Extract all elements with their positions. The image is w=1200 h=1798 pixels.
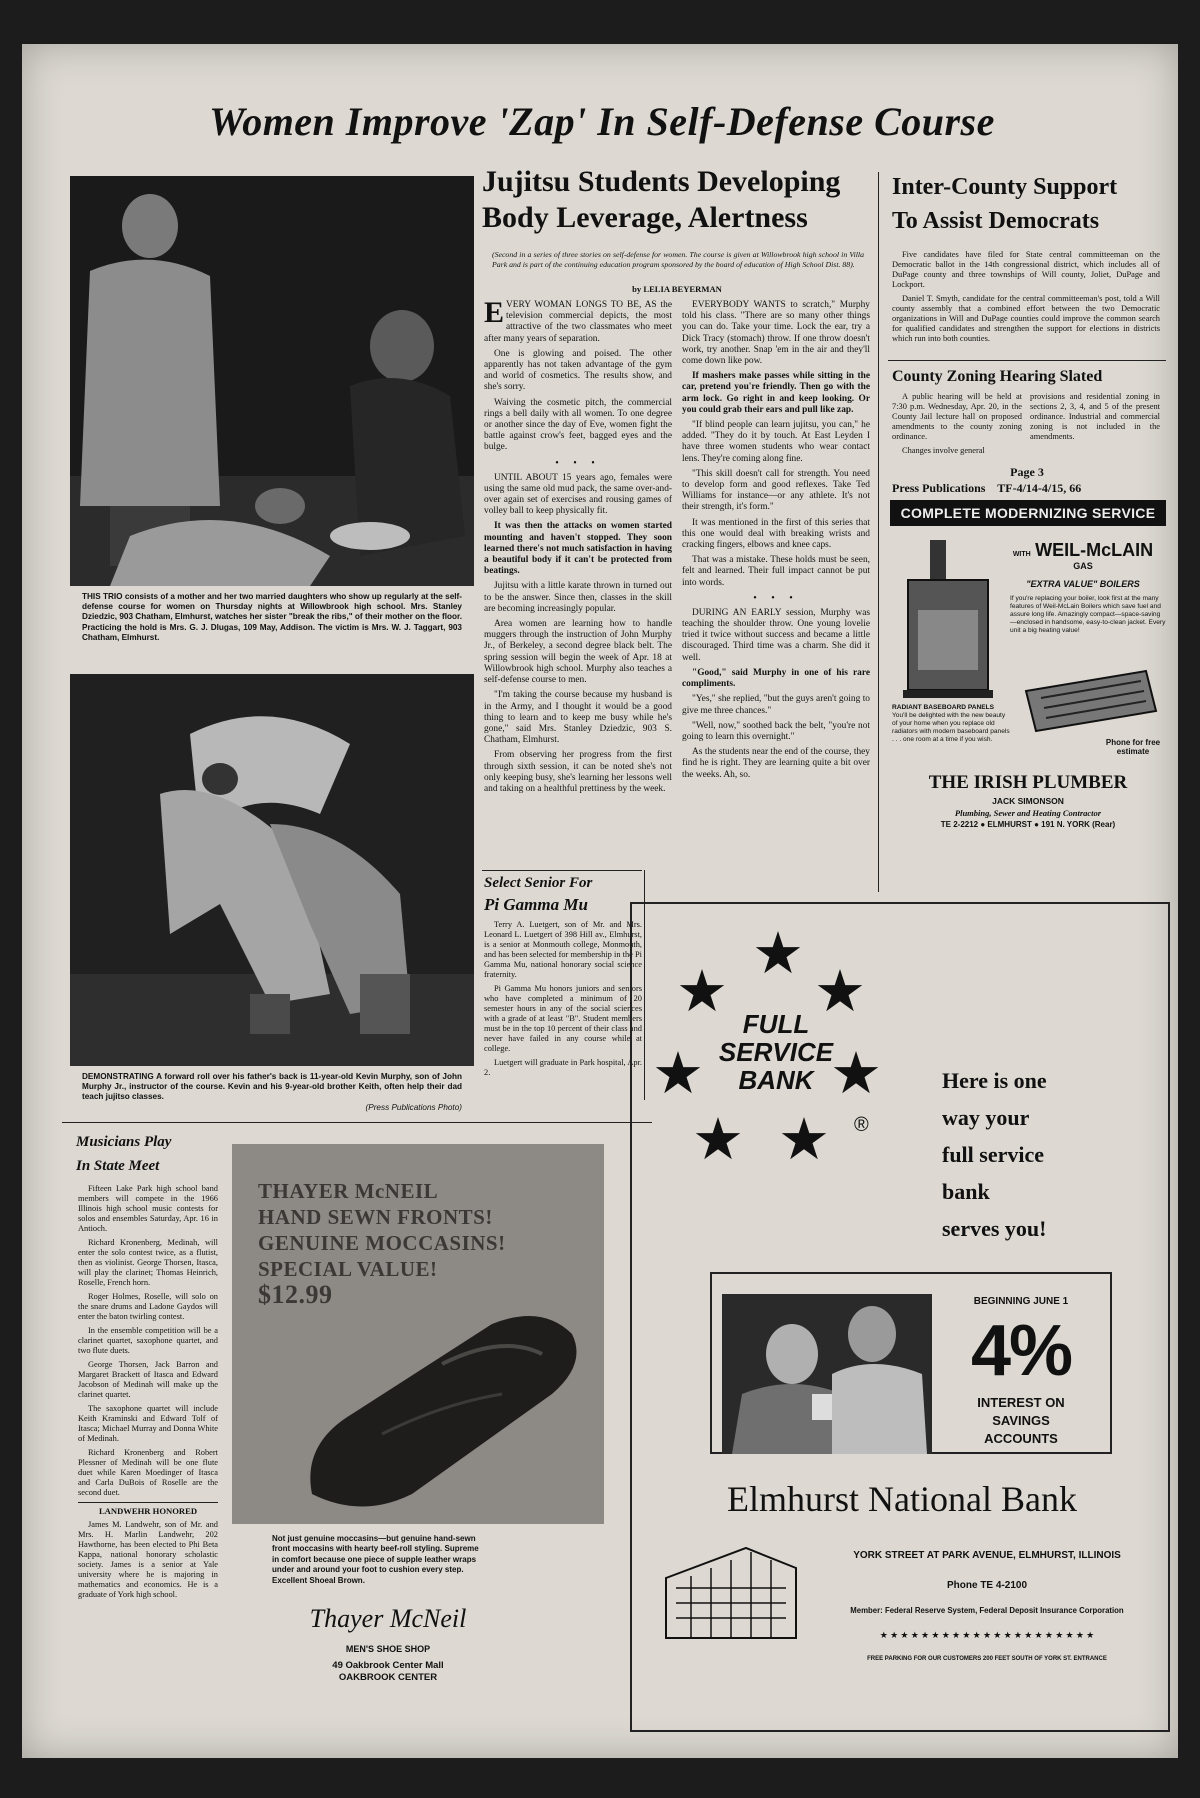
photo-forward-roll: [70, 674, 474, 1066]
zoning-headline: County Zoning Hearing Slated: [892, 368, 1103, 385]
interest-line: ACCOUNTS: [984, 1431, 1058, 1446]
gas-label: GAS: [1073, 561, 1093, 571]
jujitsu-para: It was mentioned in the first of this series that this one would deal with breaking wrists and cracking fingers, elbows and knee caps.: [682, 517, 870, 551]
intercounty-para: Five candidates have filed for State central committeeman on the Democratic ballot in the 14th congressional district, which includes all of DuPage county and three townships of Will county, Joliet, DuPage and Lockport.: [892, 250, 1160, 289]
interest-line: INTEREST ON: [977, 1395, 1065, 1410]
baseboard-panel-illustration: [1016, 666, 1166, 736]
photo-credit: (Press Publications Photo): [365, 1102, 462, 1112]
badge-line3: BANK: [738, 1065, 814, 1095]
plumber-banner: COMPLETE MODERNIZING SERVICE: [890, 500, 1166, 526]
interest-text: [936, 1394, 1106, 1448]
full-service-badge: [696, 1010, 856, 1094]
intercounty-headline: [892, 170, 1162, 238]
jujitsu-para: Waiving the cosmetic pitch, the commercial rings a bell daily with all women. To one degree or another since the day of Eve, women fight the battle against crow's feet, bagged eyes and the bulge.: [484, 397, 672, 453]
landwehr-subhead: LANDWEHR HONORED: [78, 1502, 218, 1516]
badge-line2: SERVICE: [718, 1037, 834, 1067]
musicians-para: George Thorsen, Jack Barron and Margaret Brackett of Itasca and Edward Jacobson of Medinah will make up the clarinet quartet.: [78, 1360, 218, 1399]
with-label: WITH: [1012, 551, 1031, 558]
shoe-headline-line4: SPECIAL VALUE!: [258, 1257, 438, 1281]
shoe-price: $12.99: [258, 1280, 333, 1309]
shoe-ad: [228, 1144, 638, 1704]
photo-roll-caption-text: DEMONSTRATING A forward roll over his father's back is 11-year-old Kevin Murphy, son of John Murphy Jr., instructor of the course. Kevin and his 9-year-old brother Keith, often help their dad teach jujitso classes.: [82, 1072, 462, 1102]
jujitsu-para-bold: If mashers make passes while sitting in the car, pretend you're friendly. Then go with the arm lock. Go right in and keep looking. Or you could grab their ears and pull like zap.: [682, 371, 870, 415]
landwehr-para: James M. Landwehr, son of Mr. and Mrs. H. Marlin Landwehr, 202 Hawthorne, has been elected to Phi Beta Kappa, national honorary scholastic society. James is a senior at Yale university where he is majoring in mathematics and economics. He is a graduate of York high school.: [78, 1520, 218, 1599]
intercounty-headline-line1: Inter-County Support: [892, 174, 1118, 200]
publisher-name: Press Publications: [892, 481, 986, 495]
jujitsu-para: "If blind people can learn jujitsu, you can," he added. "They do it by touch. At East Leyden I have three women students who wear contact lens. They're coming along fine.: [682, 420, 870, 464]
musicians-para: In the ensemble competition will be a clarinet quartet, saxophone quartet, and two flute duets.: [78, 1326, 218, 1355]
star-icon: ★: [778, 1105, 830, 1173]
panels-text: You'll be delighted with the new beauty of your home when you replace old radiators with modern baseboard panels . . . one room at a time if you wish.: [892, 712, 1010, 743]
folio-line: [892, 480, 1162, 496]
slogan-line: serves you!: [942, 1216, 1047, 1241]
moccasin-illustration: [292, 1294, 592, 1514]
musicians-headline-line1: Musicians Play: [76, 1134, 172, 1150]
slogan-line: Here is one: [942, 1068, 1047, 1093]
registered-mark: ®: [854, 1114, 869, 1136]
jujitsu-byline: by LELIA BEYERMAN: [632, 284, 722, 294]
newspaper-page: [22, 44, 1178, 1758]
senior-headline: [484, 872, 642, 916]
jujitsu-intro: (Second in a series of three stories on self-defense for women. The course is given at Willowbrook high school in Villa Park and is part of the continuing education program sponsored by the board of education of High School Dist. 88).: [492, 250, 864, 269]
column-rule: [878, 172, 879, 892]
photo-self-defense-trio: [70, 176, 474, 586]
jujitsu-para: One is glowing and poised. The other apparently has not taken advantage of the gym and world of cosmetics. The results show, and she's sorry.: [484, 348, 672, 393]
shoe-description: Not just genuine moccasins—but genuine hand-sewn front moccasins with hearty beef-roll styling. Supreme in comfort because one piece of supple leather wraps under and around your foot to cushion every step. Excellent Shoeal Brown.: [272, 1534, 479, 1585]
phone-note: Phone for free estimate: [1105, 738, 1161, 756]
jujitsu-headline-line2: Body Leverage, Alertness: [482, 201, 808, 234]
couple-illustration: [722, 1294, 932, 1454]
star-icon: ★: [830, 1039, 882, 1107]
bank-phone: Phone TE 4-2100: [946, 1580, 1028, 1591]
musicians-para: The saxophone quartet will include Keith Kraminski and Edward Tolf of Itasca; Michael Murray and Donna White of Medinah.: [78, 1404, 218, 1443]
star-icon: ★: [814, 957, 866, 1025]
jujitsu-headline-line1: Jujitsu Students Developing: [482, 165, 841, 198]
intercounty-para: Daniel T. Smyth, candidate for the central committeeman's post, told a Will county assembly that a combined effort between the two Democratic organizations in Will and DuPage counties could improve the common search for qualified candidates and strengthen the support for elections in districts which run into both counties.: [892, 294, 1160, 343]
musicians-story: [78, 1184, 218, 1604]
interest-rate: 4%: [970, 1311, 1072, 1391]
zoning-para: Changes involve general: [902, 446, 985, 455]
jujitsu-para-bold: "Good," said Murphy in one of his rare compliments.: [682, 667, 870, 690]
jujitsu-para: EVERYBODY WANTS to scratch," Murphy told his class. "There are so many other things you can do. Take your time. Lock the ear, try a Dick Tracy (stomach) throw. If one throw doesn't work, try another. Snap 'em in the air and they'll come down like pow.: [682, 300, 870, 367]
bank-star-row: ★ ★ ★ ★ ★ ★ ★ ★ ★ ★ ★ ★ ★ ★ ★ ★ ★ ★ ★ ★ ★: [879, 1630, 1095, 1640]
jujitsu-para: EVERY WOMAN LONGS TO BE, AS the television commercial depicts, the most attractive of the two classmates who meet after many years of separation.: [484, 296, 672, 344]
jujitsu-column-2: [682, 300, 870, 785]
plumber-ad: [890, 500, 1166, 892]
section-rule: [888, 360, 1166, 361]
senior-para: Terry A. Luetgert, son of Mr. and Mrs. Leonard L. Luetgert of 398 Hill av., Elmhurst, is a senior at Monmouth college, Monmouth, and has been selected for membership in the Pi Gamma Mu, national honorary social science fraternity.: [484, 920, 642, 979]
bank-name: Elmhurst National Bank: [727, 1479, 1077, 1519]
photo-trio-image: [70, 176, 474, 586]
jujitsu-para: Area women are learning how to handle muggers through the instruction of John Murphy Jr., of Berkeley, a second degree black belt. The spring session will begin the week of Apr. 18 at Willowbrook high school. Murphy also teaches a self-defense course to men.: [484, 619, 672, 686]
jujitsu-para: UNTIL ABOUT 15 years ago, females were using the same old mud pack, the same over-and-over again set of exercises and rousing games of volley ball to keep physically fit.: [484, 472, 672, 517]
musicians-headline: [76, 1130, 226, 1178]
jujitsu-headline: [482, 164, 872, 236]
jujitsu-para: From observing her progress from the first through sixth session, it can be noted she's not only keeping busy, she's learning her lessons well and taking on a healthful prettiness by the week.: [484, 750, 672, 794]
jujitsu-para: "I'm taking the course because my husband is in the Army, and I thought it would be a good thing to learn and to keep me busy while he's gone," said Mrs. Stanley Dziedzic, 903 S. Chatham, Elmhurst.: [484, 690, 672, 746]
photo-roll-image: [70, 674, 474, 1066]
plumber-owner: JACK SIMONSON: [992, 796, 1064, 806]
photo-trio-caption: THIS TRIO consists of a mother and her two married daughters who show up regularly at the self-defense course for women on Thursday nights at Willowbrook high school. Mrs. Stanley Dziedzic, 903 Chatham, Elmhurst, watches her sister "break the ribs," of their mother on the floor. Practicing the hold is Mrs. G. J. Dlugas, 109 May, Addison. The victim is Mrs. W. J. Taggart, 903 Chatham, Elmhurst.: [82, 592, 462, 642]
shoe-address-line1: 49 Oakbrook Center Mall: [332, 1660, 444, 1671]
slogan-line: full service: [942, 1142, 1045, 1167]
senior-para: Pi Gamma Mu honors juniors and seniors who have completed a minimum of 20 semester hours in any of the social sciences with a grade of at least "B". Student members must be in the top 10 percent of their class and never have failed in any course while at college.: [484, 984, 642, 1053]
shoe-shop-name: MEN'S SHOE SHOP: [345, 1644, 431, 1654]
zoning-para: A public hearing will be held at 7:30 p.m. Wednesday, Apr. 20, in the County Jail lecture hall on proposed amendments to the county zoning ordinance.: [892, 392, 1022, 441]
shoe-ad-photo: [232, 1144, 604, 1524]
senior-para: Luetgert will graduate in Park hospital, Apr. 2.: [484, 1058, 642, 1077]
bank-address: YORK STREET AT PARK AVENUE, ELMHURST, ILLINOIS: [853, 1550, 1121, 1561]
thayer-mcneil-logo: Thayer McNeil: [309, 1604, 467, 1633]
beginning-label: BEGINNING JUNE 1: [973, 1296, 1069, 1307]
brand-name: WEIL-McLAIN: [1035, 540, 1154, 560]
section-dots: • • •: [555, 457, 601, 469]
bank-slogan: [942, 1062, 1142, 1247]
senior-headline-line1: Select Senior For: [484, 875, 593, 891]
zoning-para: provisions and residential zoning in sections 2, 3, 4, and 5 of the present ordinance. Industrial and commercial zoning is not included in the amendments.: [1030, 392, 1160, 441]
panels-block: [892, 704, 1012, 744]
zoning-col-right: [1030, 392, 1160, 446]
dropcap: E: [484, 296, 505, 329]
jujitsu-column-1: [484, 296, 672, 799]
section-rule: [62, 1122, 652, 1123]
zoning-col-left: [892, 392, 1022, 460]
folio: [892, 464, 1162, 496]
boiler-text: If you're replacing your boiler, look first at the many features of Weil-McLain Boilers which save fuel and assure long life. Amazingly compact—space-saving—enclosed in handsome, easy-to-clean jacket. Every unit a big heating value!: [1010, 595, 1166, 634]
intercounty-story: [892, 250, 1160, 348]
musicians-headline-line2: In State Meet: [76, 1158, 160, 1174]
section-dots: • • •: [753, 592, 799, 604]
musicians-para: Richard Kronenberg and Robert Plessner of Medinah will be one flute duet while Karen Moedinger of Itasca and Carla DuBois of Roselle are the second duet.: [78, 1448, 218, 1497]
bank-building-illustration: [656, 1538, 806, 1648]
issue-date: TF-4/14-4/15, 66: [997, 481, 1082, 495]
shoe-headline-line3: GENUINE MOCCASINS!: [258, 1231, 506, 1255]
jujitsu-para: "Well, now," soothed back the belt, "you're not going to learn this overnight.": [682, 720, 870, 742]
slogan-line: bank: [942, 1179, 990, 1204]
shoe-headline-line2: HAND SEWN FRONTS!: [258, 1205, 493, 1229]
weil-mclain-block: [1000, 540, 1166, 635]
page-number: Page 3: [1010, 465, 1044, 479]
jujitsu-para: That was a mistake. These holds must be seen, felt and learned. Their full impact cannot be put into words.: [682, 555, 870, 588]
jujitsu-para: As the students near the end of the course, they find he is right. They are learning quite a bit over the weeks. Ah, so.: [682, 747, 870, 780]
page-headline: Women Improve 'Zap' In Self-Defense Course: [209, 99, 995, 144]
boiler-illustration: [898, 540, 998, 700]
musicians-para: Richard Kronenberg, Medinah, will enter the solo contest twice, as a flutist, then as violinist. George Thorsen, Itasca, will play the clarinet; Thomas Heinrich, Roselle, French horn.: [78, 1238, 218, 1287]
jujitsu-para: Jujitsu with a little karate thrown in turned out to be the answer. Since then, classes in the skill are becoming increasingly popular.: [484, 581, 672, 614]
section-rule: [482, 870, 642, 871]
shoe-ad-headline: [258, 1178, 506, 1308]
intercounty-headline-line2: To Assist Democrats: [892, 208, 1100, 234]
shoe-headline-line1: THAYER McNEIL: [258, 1179, 439, 1203]
interest-line: SAVINGS: [992, 1413, 1050, 1428]
bank-membership: Member: Federal Reserve System, Federal Deposit Insurance Corporation: [850, 1606, 1124, 1615]
senior-headline-line2: Pi Gamma Mu: [484, 895, 588, 914]
musicians-para: Fifteen Lake Park high school band members will compete in the 1966 Illinois high school music contests for solos and ensembles Saturday, Apr. 16 in Antioch.: [78, 1184, 218, 1233]
boilers-label: "EXTRA VALUE" BOILERS: [1026, 579, 1140, 589]
plumber-name: THE IRISH PLUMBER: [928, 772, 1128, 793]
senior-story: [484, 920, 642, 1082]
star-icon: ★: [752, 919, 804, 987]
panels-title: RADIANT BASEBOARD PANELS: [892, 704, 995, 711]
plumber-contact: TE 2-2212 ● ELMHURST ● 191 N. YORK (Rear): [940, 820, 1116, 829]
jujitsu-para: "This skill doesn't call for strength. You need to develop form and good reflexes. Take Ted Williams for instance—or any athlete. It's not their strength, it's form.": [682, 468, 870, 513]
star-icon: ★: [652, 1039, 704, 1107]
jujitsu-para: DURING AN EARLY session, Murphy was teaching the shoulder throw. One young lovelie tried it twice without success and became a little discouraged. Third time was a charm. She did it well.: [682, 607, 870, 663]
bank-parking-note: FREE PARKING FOR OUR CUSTOMERS 200 FEET SOUTH OF YORK ST. ENTRANCE: [867, 1656, 1107, 1662]
bank-ad: [630, 902, 1170, 1732]
jujitsu-para: "Yes," she replied, "but the guys aren't going to give me three chances.": [682, 694, 870, 716]
jujitsu-para-bold: It was then the attacks on women started mounting and haven't stopped. They soon learned there's not much satisfaction in having a beautiful body if it can't be protected from beatings.: [484, 521, 672, 577]
slogan-line: way your: [942, 1105, 1030, 1130]
photo-roll-caption: [82, 1072, 462, 1113]
star-icon: ★: [692, 1105, 744, 1173]
badge-line1: FULL: [742, 1009, 810, 1039]
musicians-para: Roger Holmes, Roselle, will solo on the snare drums and Ladone Gaydos will enter the baton twirling contest.: [78, 1292, 218, 1321]
plumber-trade: Plumbing, Sewer and Heating Contractor: [954, 808, 1102, 818]
interest-box: [710, 1272, 1112, 1454]
star-icon: ★: [676, 957, 728, 1025]
shoe-address-line2: OAKBROOK CENTER: [338, 1672, 438, 1683]
